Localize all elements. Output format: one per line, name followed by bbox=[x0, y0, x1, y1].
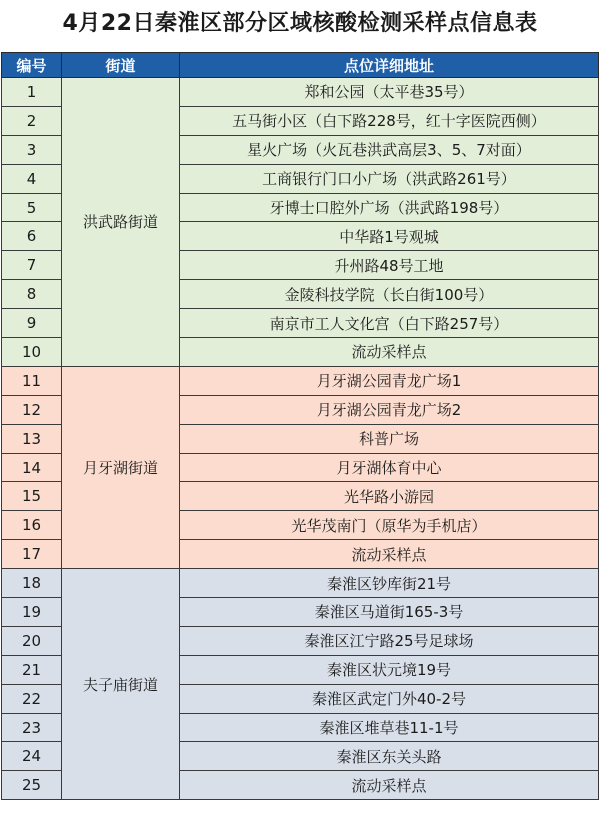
site-address: 光华路小游园 bbox=[180, 482, 599, 511]
site-number: 16 bbox=[2, 511, 62, 540]
site-number: 18 bbox=[2, 569, 62, 598]
site-number: 13 bbox=[2, 424, 62, 453]
site-address: 牙博士口腔外广场（洪武路198号） bbox=[180, 193, 599, 222]
site-address: 星火广场（火瓦巷洪武高层3、5、7对面） bbox=[180, 135, 599, 164]
sampling-sites-table bbox=[1, 52, 599, 800]
street-name: 夫子庙街道 bbox=[62, 569, 180, 800]
site-number: 6 bbox=[2, 222, 62, 251]
site-number: 9 bbox=[2, 309, 62, 338]
site-number: 17 bbox=[2, 540, 62, 569]
page-title: 4月22日秦淮区部分区域核酸检测采样点信息表 bbox=[62, 11, 538, 36]
site-address: 科普广场 bbox=[180, 424, 599, 453]
site-number: 4 bbox=[2, 164, 62, 193]
site-address: 秦淮区马道街165-3号 bbox=[180, 598, 599, 627]
site-number: 21 bbox=[2, 655, 62, 684]
site-number: 19 bbox=[2, 598, 62, 627]
site-address: 五马街小区（白下路228号，红十字医院西侧） bbox=[180, 106, 599, 135]
site-address: 中华路1号观城 bbox=[180, 222, 599, 251]
street-name: 月牙湖街道 bbox=[62, 366, 180, 568]
site-address: 月牙湖公园青龙广场1 bbox=[180, 366, 599, 395]
site-address: 秦淮区武定门外40-2号 bbox=[180, 684, 599, 713]
table-row bbox=[2, 569, 599, 598]
column-header-number: 编号 bbox=[2, 53, 62, 78]
site-address: 秦淮区钞库街21号 bbox=[180, 569, 599, 598]
street-name: 洪武路街道 bbox=[62, 78, 180, 367]
site-address: 光华茂南门（原华为手机店） bbox=[180, 511, 599, 540]
column-header-street: 街道 bbox=[62, 53, 180, 78]
site-number: 2 bbox=[2, 106, 62, 135]
site-number: 11 bbox=[2, 366, 62, 395]
site-address: 工商银行门口小广场（洪武路261号） bbox=[180, 164, 599, 193]
site-number: 8 bbox=[2, 280, 62, 309]
site-number: 7 bbox=[2, 251, 62, 280]
site-address: 升州路48号工地 bbox=[180, 251, 599, 280]
site-number: 3 bbox=[2, 135, 62, 164]
site-address: 南京市工人文化宫（白下路257号） bbox=[180, 309, 599, 338]
table-body bbox=[2, 78, 599, 800]
site-number: 15 bbox=[2, 482, 62, 511]
column-header-address: 点位详细地址 bbox=[180, 53, 599, 78]
table-row bbox=[2, 366, 599, 395]
site-address: 郑和公园（太平巷35号） bbox=[180, 78, 599, 107]
site-number: 20 bbox=[2, 626, 62, 655]
site-number: 25 bbox=[2, 771, 62, 800]
site-number: 12 bbox=[2, 395, 62, 424]
site-number: 10 bbox=[2, 338, 62, 367]
site-address: 月牙湖公园青龙广场2 bbox=[180, 395, 599, 424]
table-header-row bbox=[2, 53, 599, 78]
site-address: 秦淮区东关头路 bbox=[180, 742, 599, 771]
site-number: 14 bbox=[2, 453, 62, 482]
table-row bbox=[2, 78, 599, 107]
site-number: 22 bbox=[2, 684, 62, 713]
site-address: 秦淮区江宁路25号足球场 bbox=[180, 626, 599, 655]
site-address: 金陵科技学院（长白街100号） bbox=[180, 280, 599, 309]
site-address: 月牙湖体育中心 bbox=[180, 453, 599, 482]
site-address: 秦淮区状元境19号 bbox=[180, 655, 599, 684]
site-address: 秦淮区堆草巷11-1号 bbox=[180, 713, 599, 742]
site-number: 23 bbox=[2, 713, 62, 742]
site-number: 5 bbox=[2, 193, 62, 222]
site-address: 流动采样点 bbox=[180, 771, 599, 800]
site-address: 流动采样点 bbox=[180, 540, 599, 569]
site-address: 流动采样点 bbox=[180, 338, 599, 367]
site-number: 1 bbox=[2, 78, 62, 107]
site-number: 24 bbox=[2, 742, 62, 771]
